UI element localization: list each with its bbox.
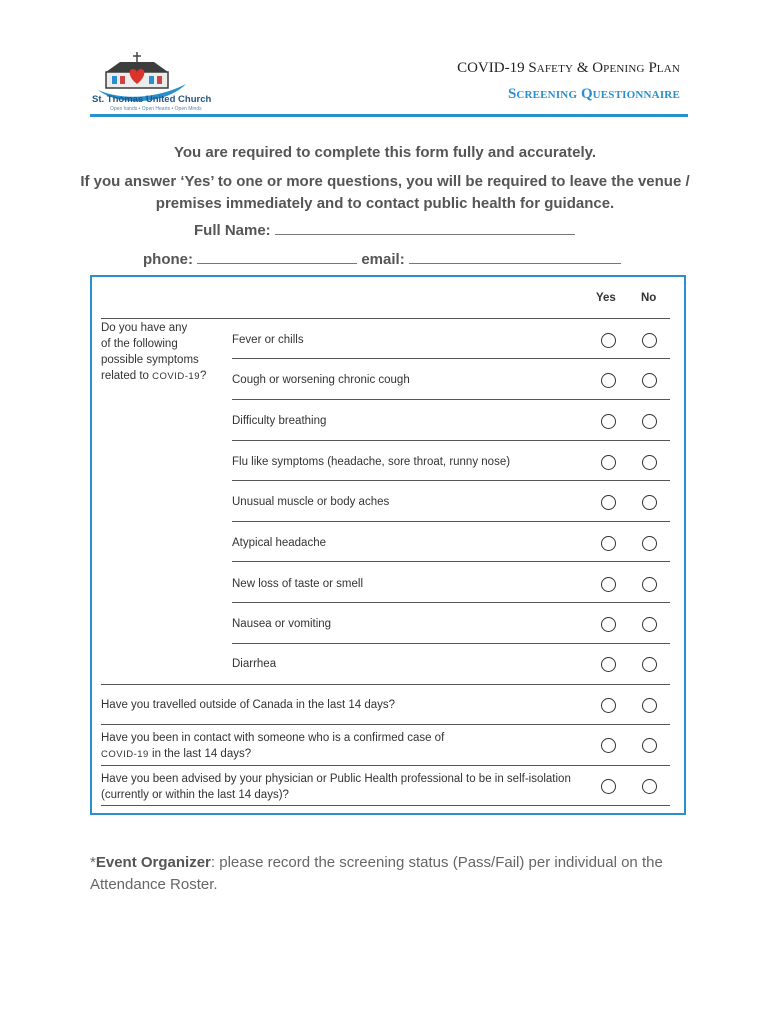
email-field[interactable]: [409, 249, 621, 264]
symptom-label: New loss of taste or smell: [232, 578, 364, 590]
yes-radio[interactable]: [601, 333, 616, 348]
document-title: COVID-19 SAFETY & OPENING PLAN: [457, 60, 680, 76]
symptom-label: Fever or chills: [232, 334, 304, 346]
symptom-label: Unusual muscle or body aches: [232, 496, 390, 508]
symptom-label: Difficulty breathing: [232, 415, 327, 427]
row-divider: [232, 440, 670, 441]
no-radio[interactable]: [642, 617, 657, 632]
symptoms-question: Do you have any of the following possible symptoms related to COVID-19?: [101, 322, 207, 382]
logo-name: St. Thomas United Church: [92, 94, 212, 105]
intro-warning: If you answer ‘Yes’ to one or more questions, you will be required to leave the venue / premises immediately and to contact public health for guidance.: [80, 173, 690, 212]
yes-radio[interactable]: [601, 455, 616, 470]
no-radio[interactable]: [642, 414, 657, 429]
header-rule: [101, 318, 670, 319]
email-label: email:: [361, 251, 405, 268]
row-divider: [232, 561, 670, 562]
logo-tagline: Open hands • Open Hearts • Open Minds: [110, 106, 202, 112]
no-radio[interactable]: [642, 657, 657, 672]
symptom-label: Cough or worsening chronic cough: [232, 374, 410, 386]
yes-radio[interactable]: [601, 617, 616, 632]
row-divider: [101, 805, 670, 806]
yes-radio[interactable]: [601, 577, 616, 592]
full-name-row: [194, 220, 575, 239]
full-name-label: Full Name:: [194, 222, 271, 239]
no-radio[interactable]: [642, 333, 657, 348]
row-divider: [232, 480, 670, 481]
header-divider: [90, 114, 688, 117]
intro-requirement: You are required to complete this form fully and accurately.: [173, 144, 597, 161]
no-radio[interactable]: [642, 577, 657, 592]
yes-radio[interactable]: [601, 536, 616, 551]
yes-radio[interactable]: [601, 373, 616, 388]
document-subtitle: SCREENING QUESTIONNAIRE: [507, 86, 680, 102]
row-divider: [232, 602, 670, 603]
full-name-field[interactable]: [275, 220, 575, 235]
phone-field[interactable]: [197, 249, 357, 264]
contact-question: Have you been in contact with someone who is a confirmed case of COVID-19 in the last 14 days?: [101, 732, 445, 760]
yes-column-header: Yes: [596, 292, 616, 304]
travel-question: Have you travelled outside of Canada in the last 14 days?: [101, 699, 396, 711]
yes-radio[interactable]: [601, 779, 616, 794]
phone-label: phone:: [143, 251, 193, 268]
yes-radio[interactable]: [601, 698, 616, 713]
no-radio[interactable]: [642, 495, 657, 510]
yes-radio[interactable]: [601, 414, 616, 429]
isolation-question: Have you been advised by your physician or Public Health professional to be in self-isolation (currently or within the last 14 days)?: [101, 773, 571, 801]
no-radio[interactable]: [642, 455, 657, 470]
symptom-label: Flu like symptoms (headache, sore throat, runny nose): [232, 456, 511, 468]
row-divider: [232, 358, 670, 359]
no-radio[interactable]: [642, 373, 657, 388]
symptom-label: Nausea or vomiting: [232, 618, 332, 630]
row-divider: [101, 765, 670, 766]
organizer-note: *Event Organizer: please record the screening status (Pass/Fail) per individual on the Attendance Roster.: [90, 854, 663, 893]
yes-radio[interactable]: [601, 738, 616, 753]
no-radio[interactable]: [642, 738, 657, 753]
row-divider: [232, 521, 670, 522]
symptom-label: Diarrhea: [232, 658, 277, 670]
no-radio[interactable]: [642, 698, 657, 713]
no-radio[interactable]: [642, 536, 657, 551]
no-column-header: No: [641, 292, 657, 304]
contact-row: [143, 249, 621, 268]
row-divider: [101, 724, 670, 725]
symptom-label: Atypical headache: [232, 537, 326, 549]
row-divider: [232, 643, 670, 644]
yes-radio[interactable]: [601, 495, 616, 510]
yes-radio[interactable]: [601, 657, 616, 672]
row-divider: [232, 399, 670, 400]
section-divider: [101, 684, 670, 685]
no-radio[interactable]: [642, 779, 657, 794]
